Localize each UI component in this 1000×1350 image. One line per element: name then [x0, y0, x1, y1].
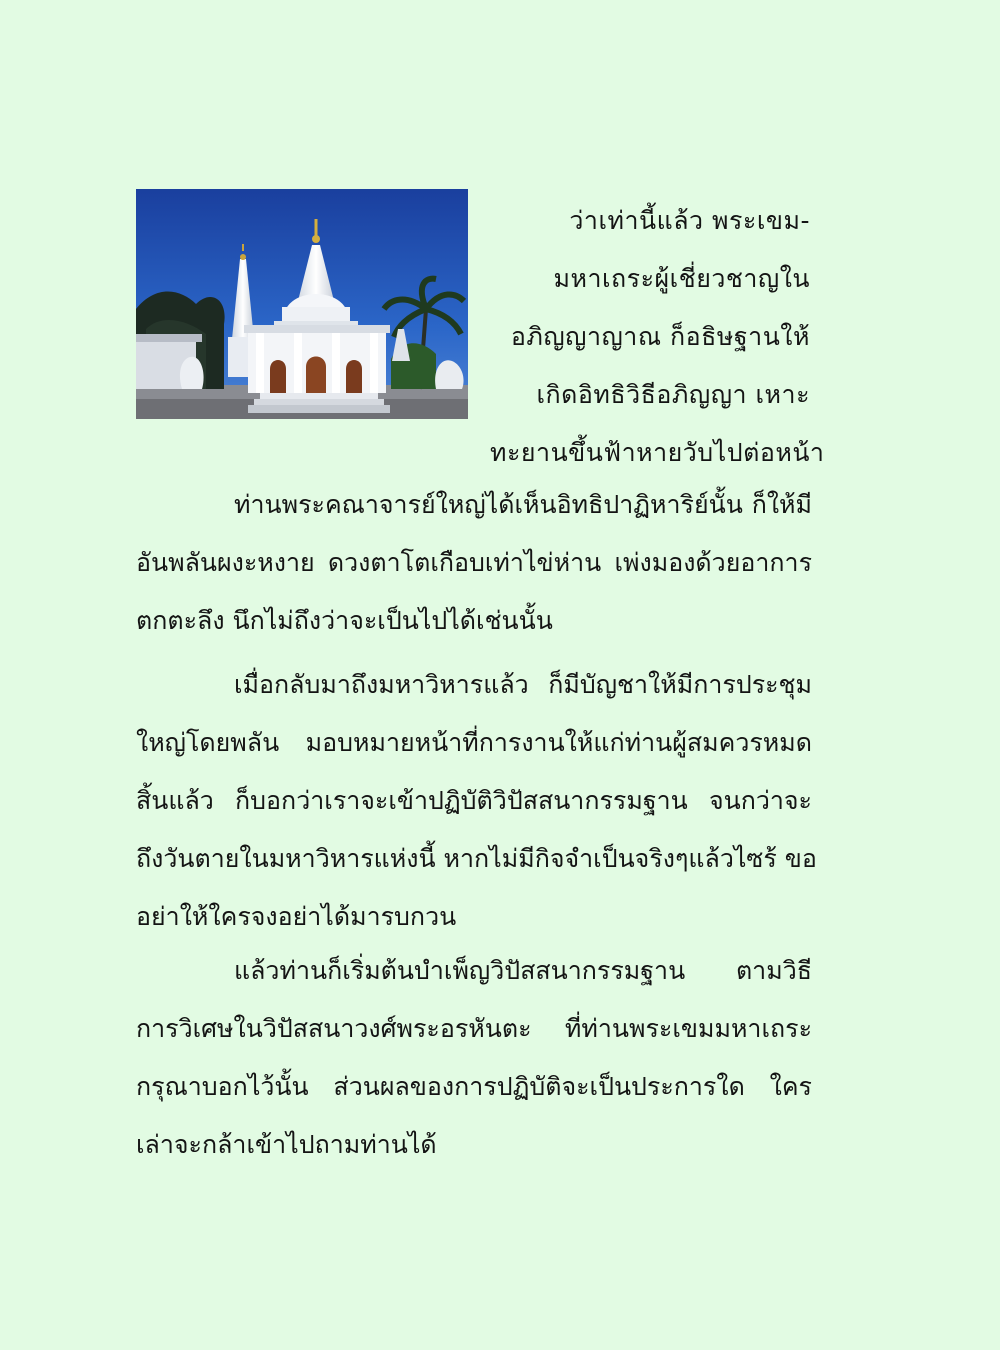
paragraph-line: เล่าจะกล้าเข้าไปถามท่านได้ — [136, 1130, 437, 1159]
paragraph-line: ถึงวันตายในมหาวิหารแห่งนี้ หากไม่มีกิจจำเป็นจริงๆแล้วไซร้ ขอ — [136, 844, 817, 873]
side-line: อภิญญาญาณ ก็อธิษฐานให้ — [510, 322, 810, 351]
paragraph-line: การวิเศษในวิปัสสนาวงศ์พระอรหันตะ ที่ท่านพระเขมมหาเถระ — [136, 1014, 812, 1043]
temple-photo — [136, 189, 468, 419]
paragraph-line: สิ้นแล้ว ก็บอกว่าเราจะเข้าปฏิบัติวิปัสสนากรรมฐาน จนกว่าจะ — [136, 786, 812, 815]
paragraph-3 — [136, 942, 812, 1174]
paragraph-line: อันพลันผงะหงาย ดวงตาโตเกือบเท่าไข่ห่าน เพ่งมองด้วยอาการ — [136, 548, 812, 577]
side-line: ว่าเท่านี้แล้ว พระเขม- — [569, 206, 810, 235]
paragraph-line: ใหญ่โดยพลัน มอบหมายหน้าที่การงานให้แก่ท่านผู้สมควรหมด — [136, 728, 812, 757]
paragraph-line: แล้วท่านก็เริ่มต้นบำเพ็ญวิปัสสนากรรมฐาน ตามวิธี — [234, 956, 812, 985]
paragraph-1 — [136, 476, 812, 650]
paragraph-line: ตกตะลึง นึกไม่ถึงว่าจะเป็นไปได้เช่นนั้น — [136, 606, 553, 635]
side-line: ทะยานขึ้นฟ้าหายวับไปต่อหน้า — [490, 438, 825, 467]
paragraph-line: ท่านพระคณาจารย์ใหญ่ได้เห็นอิทธิปาฏิหาริย์นั้น ก็ให้มี — [234, 490, 812, 519]
side-line: เกิดอิทธิวิธีอภิญญา เหาะ — [536, 380, 810, 409]
side-line: มหาเถระผู้เชี่ยวชาญใน — [553, 264, 810, 293]
paragraph-line: อย่าให้ใครจงอย่าได้มารบกวน — [136, 902, 457, 931]
paragraph-2 — [136, 656, 817, 946]
side-paragraph — [490, 192, 825, 482]
paragraph-line: กรุณาบอกไว้นั้น ส่วนผลของการปฏิบัติจะเป็นประการใด ใคร — [136, 1072, 812, 1101]
paragraph-line: เมื่อกลับมาถึงมหาวิหารแล้ว ก็มีบัญชาให้มีการประชุม — [234, 670, 812, 699]
